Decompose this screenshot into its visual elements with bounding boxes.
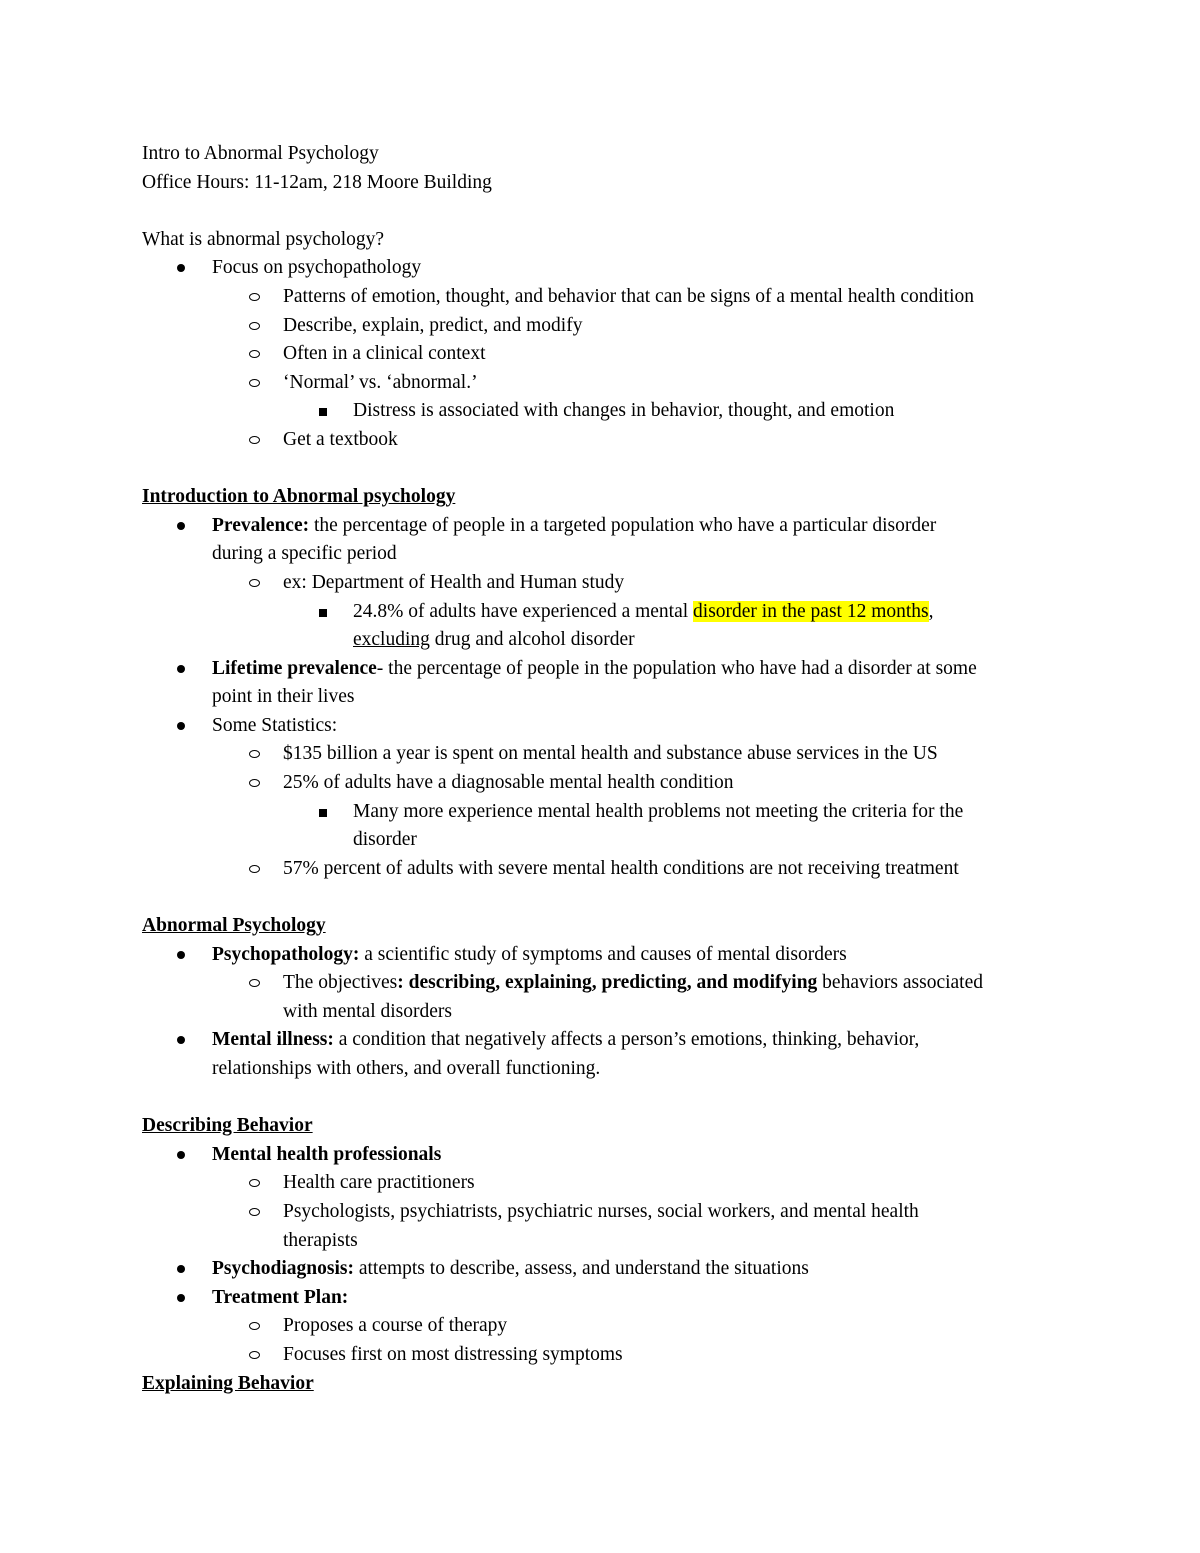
list-item: Lifetime prevalence- the percentage of people in the population who have had a disorder at some point in their lives <box>142 655 1072 712</box>
bullet-circle-icon <box>249 322 260 330</box>
list-item: Patterns of emotion, thought, and behavior that can be signs of a mental health condition <box>142 283 1072 312</box>
bullet-circle-icon <box>249 1322 260 1330</box>
bullet-circle-icon <box>249 979 260 987</box>
bullet-circle-icon <box>249 379 260 387</box>
bullet-circle-icon <box>249 293 260 301</box>
term: Mental health professionals <box>212 1143 442 1165</box>
list-item: 25% of adults have a diagnosable mental health condition <box>142 769 1072 798</box>
list-item: 24.8% of adults have experienced a mental disorder in the past 12 months, excluding drug and alcohol disorder <box>142 598 1072 655</box>
bullet-dot-icon <box>177 264 185 272</box>
list-item: 57% percent of adults with severe mental health conditions are not receiving treatment <box>142 855 1072 884</box>
section-question: What is abnormal psychology? <box>142 228 385 250</box>
bullet-square-icon <box>319 408 327 416</box>
section-heading: Describing Behavior <box>142 1115 313 1137</box>
bullet-square-icon <box>319 609 327 617</box>
term: Lifetime prevalence <box>212 657 377 679</box>
office-hours: Office Hours: 11-12am, 218 Moore Building <box>142 171 492 193</box>
list-item: Some Statistics: <box>142 712 1072 741</box>
section-heading: Explaining Behavior <box>142 1372 314 1394</box>
list-item: Psychopathology: a scientific study of symptoms and causes of mental disorders <box>142 941 1072 970</box>
section-heading: Introduction to Abnormal psychology <box>142 486 456 508</box>
document-title: Intro to Abnormal Psychology <box>142 143 379 164</box>
section-heading: Abnormal Psychology <box>142 915 326 937</box>
list-item: ex: Department of Health and Human study <box>142 569 1072 598</box>
list-item: Mental illness: a condition that negatively affects a person’s emotions, thinking, behavior, relationships with others, and overall functioning. <box>142 1026 1072 1083</box>
bullet-dot-icon <box>177 951 185 959</box>
list-item: $135 billion a year is spent on mental health and substance abuse services in the US <box>142 740 1072 769</box>
bullet-circle-icon <box>249 436 260 444</box>
bullet-dot-icon <box>177 1151 185 1159</box>
term: Mental illness: <box>212 1029 334 1051</box>
list-item: Psychologists, psychiatrists, psychiatric nurses, social workers, and mental health therapists <box>142 1198 1072 1255</box>
bullet-circle-icon <box>249 350 260 358</box>
term: Prevalence: <box>212 514 310 536</box>
list-item: ‘Normal’ vs. ‘abnormal.’ <box>142 369 1072 398</box>
spacer <box>142 883 1072 912</box>
list-item: Prevalence: the percentage of people in a targeted population who have a particular disorder during a specific period <box>142 512 1072 569</box>
document-body <box>142 140 1072 1398</box>
spacer <box>142 455 1072 484</box>
bullet-circle-icon <box>249 865 260 873</box>
highlighted-text: disorder in the past 12 months <box>693 600 929 622</box>
list-item: Many more experience mental health problems not meeting the criteria for the disorder <box>142 798 1072 855</box>
bullet-dot-icon <box>177 722 185 730</box>
bullet-dot-icon <box>177 1294 185 1302</box>
spacer <box>142 1084 1072 1113</box>
list-item: Proposes a course of therapy <box>142 1312 1072 1341</box>
bullet-dot-icon <box>177 522 185 530</box>
bullet-circle-icon <box>249 779 260 787</box>
list-item: Focus on psychopathology <box>142 254 1072 283</box>
bullet-dot-icon <box>177 665 185 673</box>
list-item <box>142 1141 1072 1170</box>
bullet-circle-icon <box>249 1351 260 1359</box>
term: Psychodiagnosis: <box>212 1258 354 1280</box>
term: Treatment Plan: <box>212 1286 349 1308</box>
bullet-circle-icon <box>249 1179 260 1187</box>
underlined-text: excluding <box>353 629 430 651</box>
list-item: Get a textbook <box>142 426 1072 455</box>
bullet-dot-icon <box>177 1265 185 1273</box>
bullet-circle-icon <box>249 1208 260 1216</box>
bullet-circle-icon <box>249 750 260 758</box>
bullet-circle-icon <box>249 579 260 587</box>
list-item: The objectives: describing, explaining, predicting, and modifying behaviors associated with mental disorders <box>142 969 1072 1026</box>
bullet-square-icon <box>319 809 327 817</box>
spacer <box>142 197 1072 226</box>
list-item: Often in a clinical context <box>142 340 1072 369</box>
list-item <box>142 1284 1072 1313</box>
list-item: Psychodiagnosis: attempts to describe, assess, and understand the situations <box>142 1255 1072 1284</box>
list-item: Describe, explain, predict, and modify <box>142 312 1072 341</box>
bullet-dot-icon <box>177 1036 185 1044</box>
term: Psychopathology: <box>212 943 360 965</box>
list-item: Focuses first on most distressing symptoms <box>142 1341 1072 1370</box>
list-item: Health care practitioners <box>142 1169 1072 1198</box>
list-item: Distress is associated with changes in behavior, thought, and emotion <box>142 397 1072 426</box>
